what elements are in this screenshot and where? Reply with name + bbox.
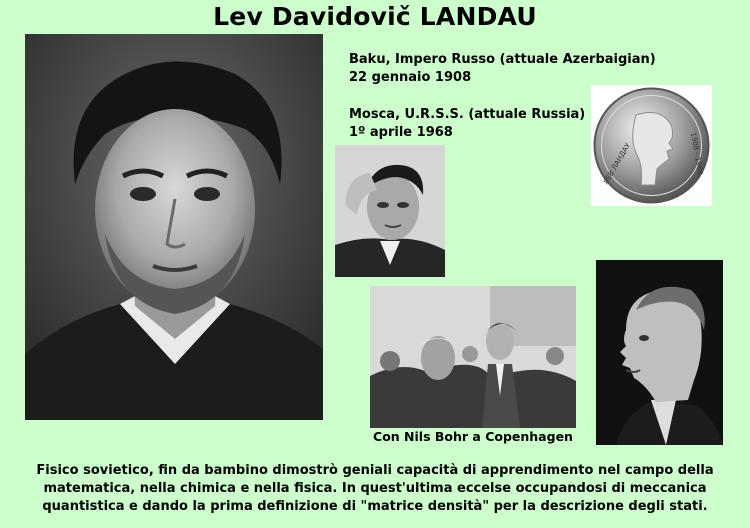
death-place: Mosca, U.R.S.S. (attuale Russia) <box>349 107 586 122</box>
birth-place: Baku, Impero Russo (attuale Azerbaigian) <box>349 52 656 67</box>
biography-text: Fisico sovietico, fin da bambino dimostrò geniali capacità di apprendimento nel campo della matematica, nella chimica e nella fisica. In quest'ultima eccelse occupandosi di meccanica quantistica e dando la prima definizione di "matrice densità" per la descrizione degli stati. <box>36 463 714 514</box>
birth-date: 22 gennaio 1908 <box>349 70 472 85</box>
photo-with-niels-bohr <box>370 286 576 428</box>
commemorative-coin <box>591 85 712 206</box>
portrait-photo-young <box>25 34 323 420</box>
portrait-photo-profile <box>596 260 723 445</box>
coin-legend-years: 1908 - 1968 <box>689 131 705 176</box>
photo-caption: Con Nils Bohr a Copenhagen <box>373 429 573 444</box>
coin-legend-name: ЛЕВ ЛАНДАУ <box>601 141 633 186</box>
portrait-photo-hand-on-head <box>335 145 445 277</box>
death-date: 1º aprile 1968 <box>349 125 453 140</box>
page-title: Lev Davidovič LANDAU <box>213 2 537 31</box>
